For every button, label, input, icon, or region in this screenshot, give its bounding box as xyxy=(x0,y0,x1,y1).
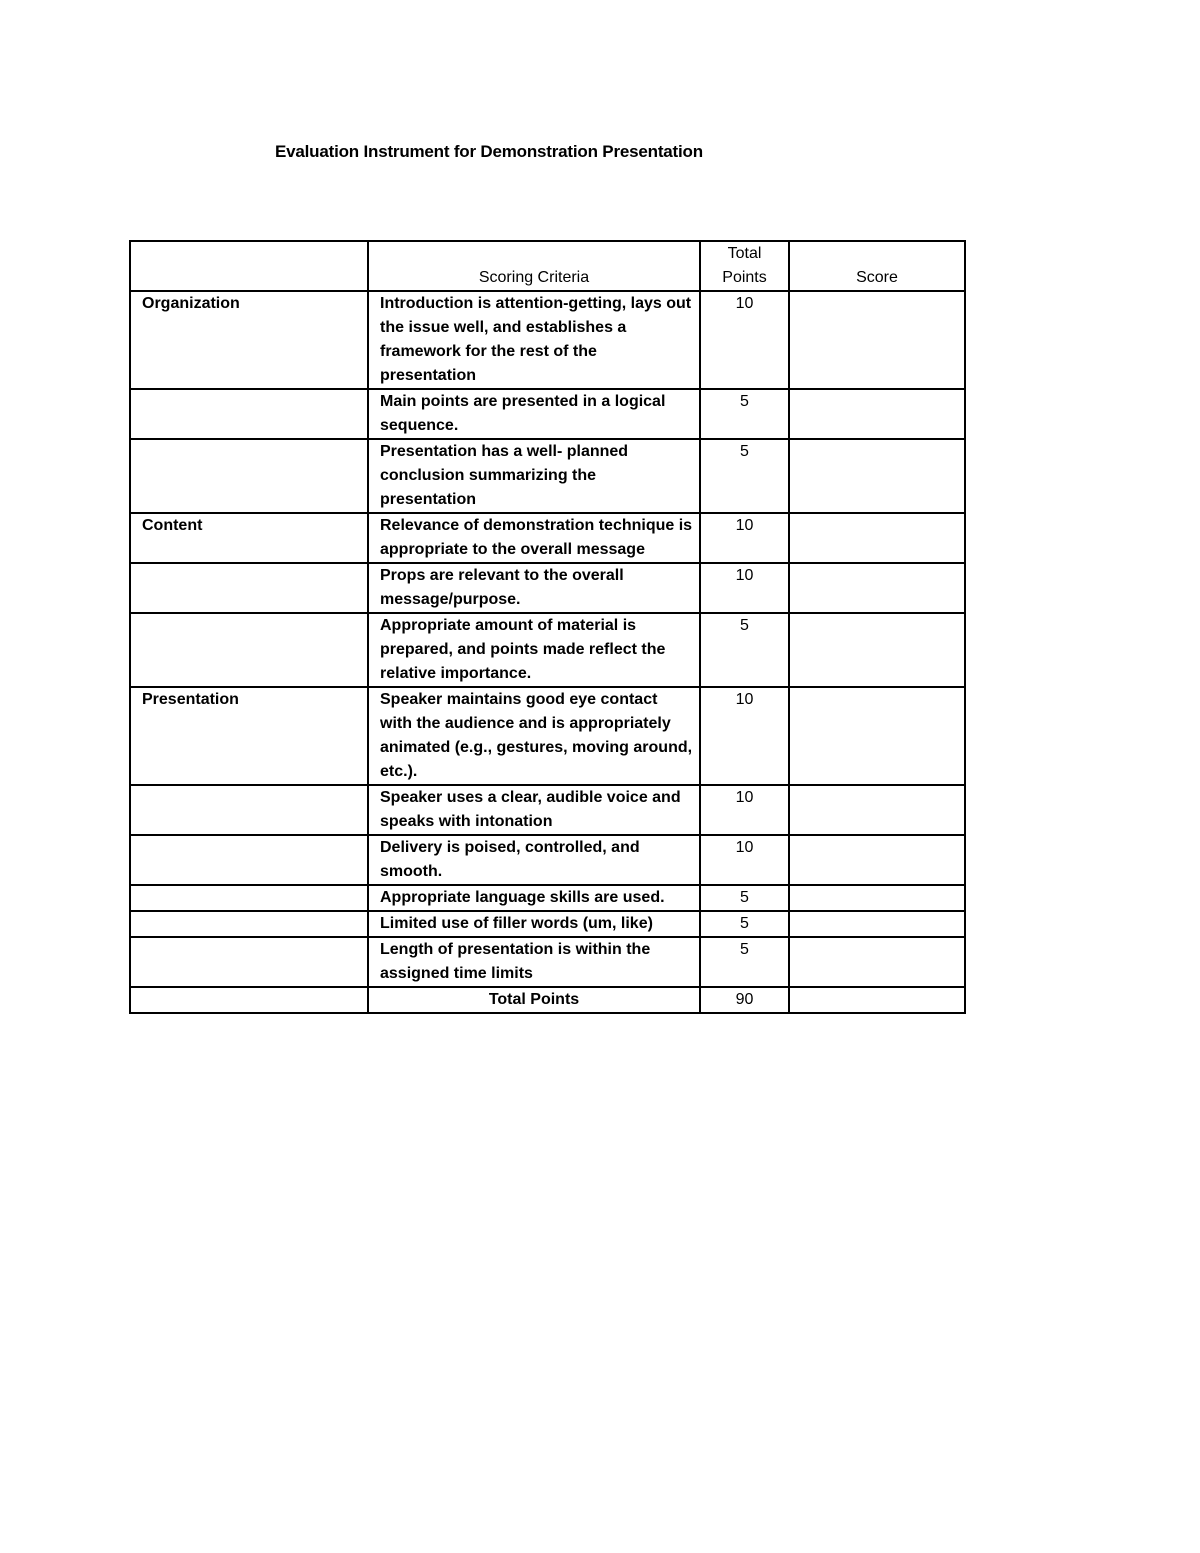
category-cell xyxy=(130,439,368,513)
category-cell xyxy=(130,835,368,885)
table-row xyxy=(130,439,965,513)
category-cell xyxy=(130,613,368,687)
points-cell: 5 xyxy=(700,885,789,911)
criteria-cell: Appropriate language skills are used. xyxy=(368,885,700,911)
category-cell: Organization xyxy=(130,291,368,389)
header-row xyxy=(130,241,965,291)
header-scoring-criteria: Scoring Criteria xyxy=(368,241,700,291)
points-cell: 5 xyxy=(700,613,789,687)
category-cell xyxy=(130,785,368,835)
category-cell xyxy=(130,937,368,987)
table-row xyxy=(130,513,965,563)
points-cell: 5 xyxy=(700,389,789,439)
total-category-cell xyxy=(130,987,368,1013)
points-cell: 5 xyxy=(700,937,789,987)
table-row xyxy=(130,937,965,987)
score-cell[interactable] xyxy=(789,613,965,687)
score-cell[interactable] xyxy=(789,291,965,389)
category-cell xyxy=(130,389,368,439)
header-total-points-line2: Points xyxy=(722,269,767,286)
points-cell: 10 xyxy=(700,291,789,389)
table-row xyxy=(130,291,965,389)
points-cell: 10 xyxy=(700,687,789,785)
category-cell xyxy=(130,563,368,613)
table-row xyxy=(130,687,965,785)
score-cell[interactable] xyxy=(789,911,965,937)
criteria-cell: Main points are presented in a logical sequence. xyxy=(368,389,700,439)
table-row xyxy=(130,613,965,687)
points-cell: 10 xyxy=(700,563,789,613)
rubric-table xyxy=(129,240,966,1014)
header-total-points xyxy=(700,241,789,291)
category-cell: Content xyxy=(130,513,368,563)
score-cell[interactable] xyxy=(789,439,965,513)
table-row xyxy=(130,835,965,885)
total-points-label: Total Points xyxy=(368,987,700,1013)
score-cell[interactable] xyxy=(789,563,965,613)
table-row xyxy=(130,785,965,835)
points-cell: 5 xyxy=(700,439,789,513)
criteria-cell: Speaker uses a clear, audible voice and speaks with intonation xyxy=(368,785,700,835)
header-category xyxy=(130,241,368,291)
page-title: Evaluation Instrument for Demonstration Presentation xyxy=(275,142,703,161)
score-cell[interactable] xyxy=(789,937,965,987)
points-cell: 10 xyxy=(700,785,789,835)
score-cell[interactable] xyxy=(789,835,965,885)
points-cell: 10 xyxy=(700,835,789,885)
table-row xyxy=(130,911,965,937)
criteria-cell: Speaker maintains good eye contact with the audience and is appropriately animated (e.g., gestures, moving around, etc.). xyxy=(368,687,700,785)
points-cell: 10 xyxy=(700,513,789,563)
score-cell[interactable] xyxy=(789,513,965,563)
points-cell: 5 xyxy=(700,911,789,937)
criteria-cell: Appropriate amount of material is prepared, and points made reflect the relative importance. xyxy=(368,613,700,687)
score-cell[interactable] xyxy=(789,389,965,439)
criteria-cell: Length of presentation is within the assigned time limits xyxy=(368,937,700,987)
criteria-cell: Introduction is attention-getting, lays out the issue well, and establishes a framework for the rest of the presentation xyxy=(368,291,700,389)
header-total-points-line1: Total xyxy=(727,245,762,262)
criteria-cell: Presentation has a well- planned conclusion summarizing the presentation xyxy=(368,439,700,513)
criteria-cell: Limited use of filler words (um, like) xyxy=(368,911,700,937)
score-cell[interactable] xyxy=(789,785,965,835)
rubric-body xyxy=(130,291,965,987)
total-score-cell[interactable] xyxy=(789,987,965,1013)
category-cell xyxy=(130,885,368,911)
criteria-cell: Props are relevant to the overall message/purpose. xyxy=(368,563,700,613)
score-cell[interactable] xyxy=(789,885,965,911)
category-cell: Presentation xyxy=(130,687,368,785)
table-row xyxy=(130,563,965,613)
score-cell[interactable] xyxy=(789,687,965,785)
category-cell xyxy=(130,911,368,937)
table-row xyxy=(130,885,965,911)
table-row xyxy=(130,389,965,439)
header-score: Score xyxy=(789,241,965,291)
total-row xyxy=(130,987,965,1013)
criteria-cell: Relevance of demonstration technique is appropriate to the overall message xyxy=(368,513,700,563)
total-points-value: 90 xyxy=(700,987,789,1013)
criteria-cell: Delivery is poised, controlled, and smooth. xyxy=(368,835,700,885)
